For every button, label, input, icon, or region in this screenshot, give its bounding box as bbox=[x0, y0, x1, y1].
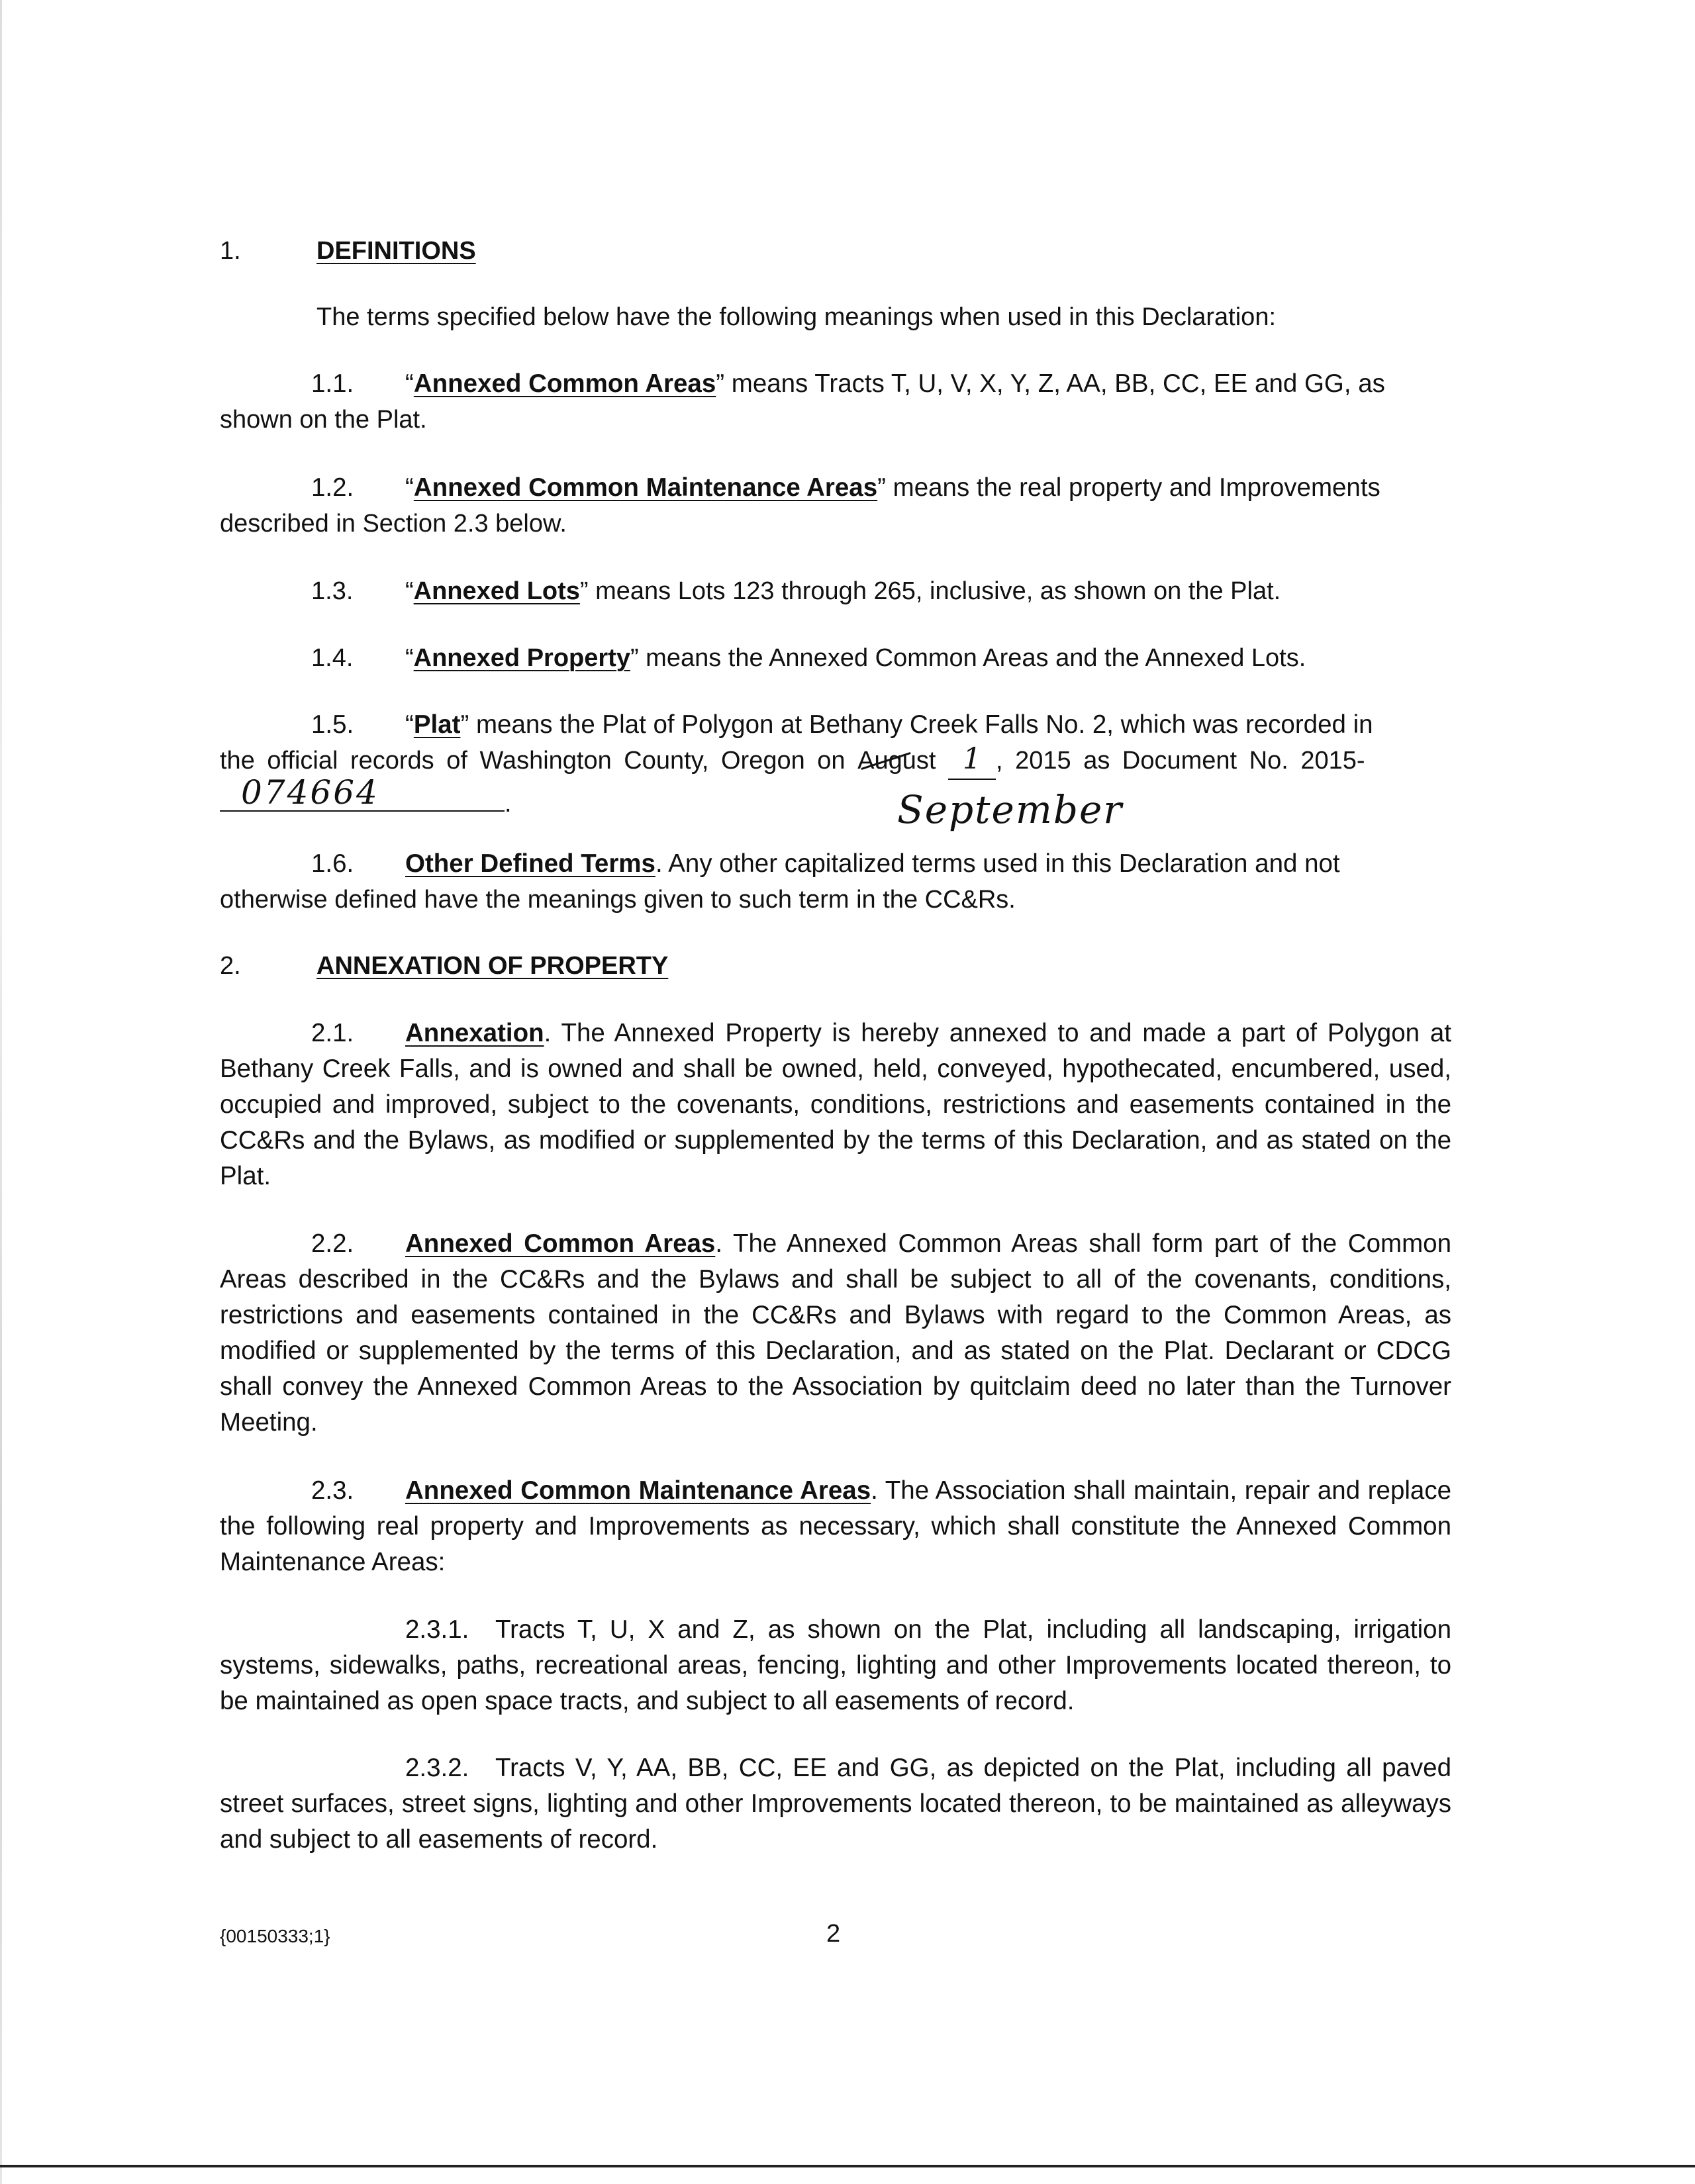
definition-1-2-continued: described in Section 2.3 below. bbox=[220, 510, 567, 538]
section-1-number: 1. bbox=[220, 237, 241, 265]
paragraph-2-2: 2.2. Annexed Common Areas. The Annexed Common Areas shall form part of the Common Areas described in the CC&Rs and the Bylaws and shall be subject to all of the covenants, conditions, restrictions and easements contained in the CC&Rs and Bylaws with regard to the Common Areas, as modified or supplemented by the terms of this Declaration, and as stated on the Plat. Declarant or CDCG shall convey the Annexed Common Areas to the Association by quitclaim deed no later than the Turnover Meeting. bbox=[220, 1226, 1451, 1441]
defined-term: Annexed Lots bbox=[413, 577, 580, 605]
definition-1-5-line-3: 074664 . bbox=[220, 779, 512, 822]
handwritten-document-number: 074664 bbox=[241, 773, 379, 812]
paragraph-term: Annexed Common Maintenance Areas bbox=[405, 1476, 871, 1505]
definition-1-6: 1.6. Other Defined Terms. Any other capitalized terms used in this Declaration and not bbox=[220, 846, 1451, 882]
paragraph-number: 2.3.2. bbox=[405, 1754, 469, 1782]
definition-1-6-continued: otherwise defined have the meanings given to such term in the CC&Rs. bbox=[220, 886, 1016, 914]
definition-number: 1.1. bbox=[311, 369, 354, 398]
definition-1-5-line-2: the official records of Washington County, Oregon on August 1 , 2015 as Document No. 2015- bbox=[220, 743, 1365, 780]
paragraph-2-3: 2.3. Annexed Common Maintenance Areas. The Association shall maintain, repair and replace the following real property and Improvements as necessary, which shall constitute the Annexed Common Maintenance Areas: bbox=[220, 1473, 1451, 1580]
section-2-number: 2. bbox=[220, 952, 241, 980]
definition-1-1: 1.1. “Annexed Common Areas” means Tracts T, U, V, X, Y, Z, AA, BB, CC, EE and GG, as bbox=[220, 366, 1451, 402]
definition-number: 1.2. bbox=[311, 473, 354, 502]
section-1-intro: The terms specified below have the following meanings when used in this Declaration: bbox=[316, 303, 1277, 331]
scan-edge-left bbox=[0, 0, 2, 2184]
definition-number: 1.4. bbox=[311, 644, 354, 672]
struck-month: August bbox=[857, 747, 936, 775]
definition-1-3: 1.3. “Annexed Lots” means Lots 123 through 265, inclusive, as shown on the Plat. bbox=[311, 573, 1281, 609]
defined-term: Annexed Property bbox=[413, 644, 630, 672]
day-blank: 1 bbox=[948, 743, 996, 780]
paragraph-number: 2.3. bbox=[311, 1476, 354, 1505]
footer-page-number: 2 bbox=[826, 1920, 841, 1948]
paragraph-number: 2.2. bbox=[311, 1229, 354, 1258]
defined-term: Annexed Common Areas bbox=[413, 369, 716, 398]
paragraph-2-3-1: 2.3.1. Tracts T, U, X and Z, as shown on the Plat, including all landscaping, irrigation systems, sidewalks, paths, recreational areas, fencing, lighting and other Improvements located thereon, to be maintained as open space tracts, and subject to all easements of record. bbox=[220, 1612, 1451, 1719]
paragraph-term: Annexation bbox=[405, 1019, 544, 1047]
paragraph-term: Annexed Common Areas bbox=[405, 1229, 716, 1258]
section-1-heading: DEFINITIONS bbox=[316, 237, 476, 265]
paragraph-number: 2.3.1. bbox=[405, 1615, 469, 1644]
footer-document-code: {00150333;1} bbox=[220, 1926, 330, 1946]
handwritten-month-correction: September bbox=[897, 787, 1123, 832]
definition-1-4: 1.4. “Annexed Property” means the Annexed Common Areas and the Annexed Lots. bbox=[311, 640, 1306, 676]
definition-1-5: 1.5. “Plat” means the Plat of Polygon at Bethany Creek Falls No. 2, which was recorded in bbox=[220, 707, 1451, 743]
document-number-blank bbox=[220, 773, 505, 812]
definition-number: 1.5. bbox=[311, 710, 354, 739]
defined-term: Plat bbox=[413, 710, 461, 739]
paragraph-2-1: 2.1. Annexation. The Annexed Property is hereby annexed to and made a part of Polygon at Bethany Creek Falls, and is owned and shall be owned, held, conveyed, hypothecated, encumbered, used, occupied and improved, subject to the covenants, conditions, restrictions and easements contained in the CC&Rs and the Bylaws, as modified or supplemented by the terms of this Declaration, and as stated on the Plat. bbox=[220, 1016, 1451, 1194]
definition-number: 1.6. bbox=[311, 849, 354, 878]
definition-1-2: 1.2. “Annexed Common Maintenance Areas” means the real property and Improvements bbox=[220, 470, 1451, 506]
definition-number: 1.3. bbox=[311, 577, 354, 605]
scan-edge-bottom bbox=[0, 2165, 1695, 2167]
definition-1-1-continued: shown on the Plat. bbox=[220, 406, 427, 434]
defined-term: Annexed Common Maintenance Areas bbox=[413, 473, 878, 502]
paragraph-2-3-2: 2.3.2. Tracts V, Y, AA, BB, CC, EE and GG, as depicted on the Plat, including all paved street surfaces, street signs, lighting and other Improvements located thereon, to be maintained as alleyways and subject to all easements of record. bbox=[220, 1750, 1451, 1858]
section-2-heading: ANNEXATION OF PROPERTY bbox=[316, 952, 669, 980]
defined-term: Other Defined Terms bbox=[405, 849, 655, 878]
paragraph-number: 2.1. bbox=[311, 1019, 354, 1047]
